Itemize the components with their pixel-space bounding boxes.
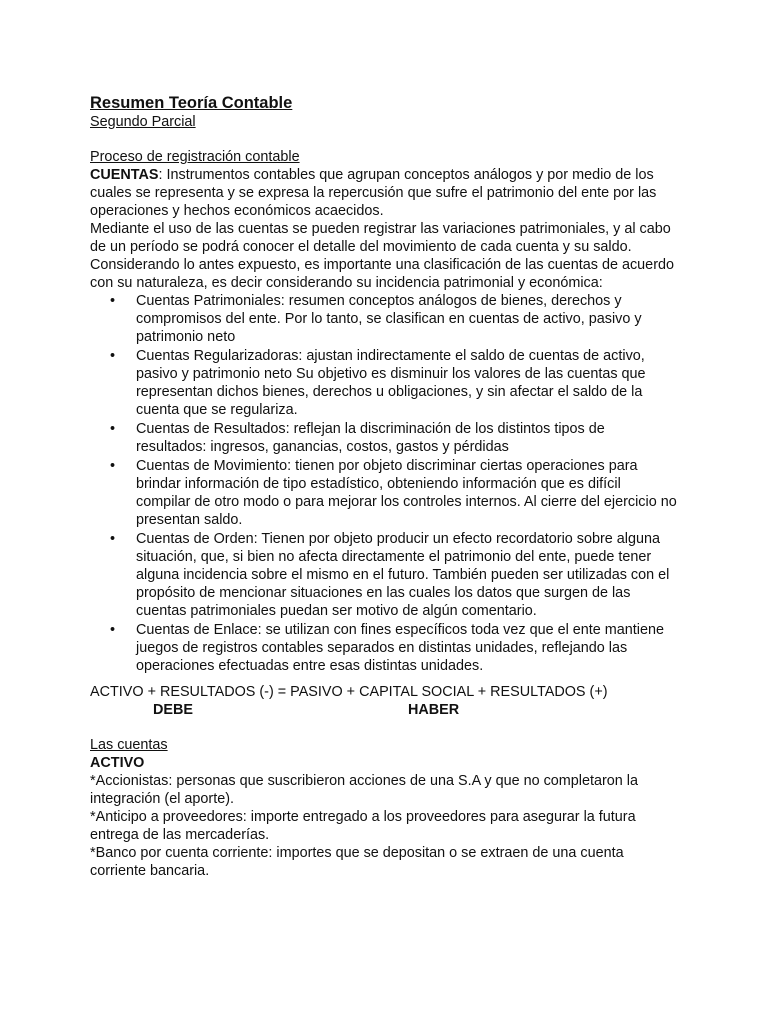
account-entry: *Accionistas: personas que suscribieron acciones de una S.A y que no completaron la integración (el aporte). <box>90 773 638 807</box>
list-item-text: Cuentas de Movimiento: tienen por objeto discriminar ciertas operaciones para brindar información de tipo estadístico, obteniendo información que es difícil compilar de otro modo o para mejorar los controles internos. Al cierre del ejercicio no presentan saldo. <box>136 458 677 528</box>
cuentas-definition <box>90 166 678 220</box>
cuentas-definition-text: : Instrumentos contables que agrupan conceptos análogos y por medio de los cuales se representa y se expresa la repercusión que sufre el patrimonio del ente por las operaciones y hechos económicos acaecidos. <box>90 167 657 219</box>
bullet-icon: • <box>110 531 116 547</box>
bullet-icon: • <box>110 458 116 474</box>
list-item <box>90 621 678 675</box>
bullet-icon: • <box>110 421 116 437</box>
debe-label: DEBE <box>153 702 193 718</box>
haber-label: HABER <box>408 702 460 718</box>
section-subheading-activo: ACTIVO <box>90 755 145 771</box>
paragraph-variaciones: Mediante el uso de las cuentas se pueden registrar las variaciones patrimoniales, y al cabo de un período se podrá conocer el detalle del movimiento de cada cuenta y su saldo. <box>90 221 671 255</box>
list-item-text: Cuentas de Resultados: reflejan la discriminación de los distintos tipos de resultados: ingresos, ganancias, costos, gastos y pérdidas <box>136 421 605 455</box>
list-item-text: Cuentas de Orden: Tienen por objeto producir un efecto recordatorio sobre alguna situación, que, si bien no afecta directamente el patrimonio del ente, puede tener alguna incidencia sobre el mismo en el futuro. También pueden ser utilizadas con el propósito de mencionar situaciones en las cuales los datos que surgen de las cuentas patrimoniales puedan ser motivo de algún comentario. <box>136 531 670 619</box>
list-item <box>90 530 678 620</box>
accounting-equation: ACTIVO + RESULTADOS (-) = PASIVO + CAPITAL SOCIAL + RESULTADOS (+) <box>90 684 608 700</box>
bullet-icon: • <box>110 348 116 364</box>
account-entry: *Anticipo a proveedores: importe entregado a los proveedores para asegurar la futura entrega de las mercaderías. <box>90 809 636 843</box>
debe-haber-row <box>90 701 678 719</box>
list-item-text: Cuentas Regularizadoras: ajustan indirectamente el saldo de cuentas de activo, pasivo y patrimonio neto Su objetivo es disminuir los valores de las cuentas que representan dichos bienes, derechos u obligaciones, y sin afectar el saldo de la cuenta que se regulariza. <box>136 348 646 418</box>
spacer <box>90 719 678 736</box>
list-item-text: Cuentas de Enlace: se utilizan con fines específicos toda vez que el ente mantiene juegos de registros contables separados en distintas unidades, reflejando las operaciones efectuadas entre esas distintas unidades. <box>136 622 664 674</box>
list-item <box>90 420 678 456</box>
list-item <box>90 457 678 529</box>
spacer <box>90 131 678 148</box>
document-subtitle: Segundo Parcial <box>90 114 196 130</box>
list-item <box>90 347 678 419</box>
bullet-icon: • <box>110 293 116 309</box>
document-title: Resumen Teoría Contable <box>90 94 293 112</box>
bullet-icon: • <box>110 622 116 638</box>
section-heading-cuentas: Las cuentas <box>90 737 168 753</box>
account-types-list <box>90 292 678 675</box>
list-item <box>90 292 678 346</box>
account-entry: *Banco por cuenta corriente: importes que se depositan o se extraen de una cuenta corriente bancaria. <box>90 845 624 879</box>
section-heading-proceso: Proceso de registración contable <box>90 149 300 165</box>
cuentas-term: CUENTAS <box>90 167 159 183</box>
paragraph-clasificacion: Considerando lo antes expuesto, es importante una clasificación de las cuentas de acuerdo con su naturaleza, es decir considerando su incidencia patrimonial y económica: <box>90 257 674 291</box>
list-item-text: Cuentas Patrimoniales: resumen conceptos análogos de bienes, derechos y compromisos del ente. Por lo tanto, se clasifican en cuentas de activo, pasivo y patrimonio neto <box>136 293 642 345</box>
